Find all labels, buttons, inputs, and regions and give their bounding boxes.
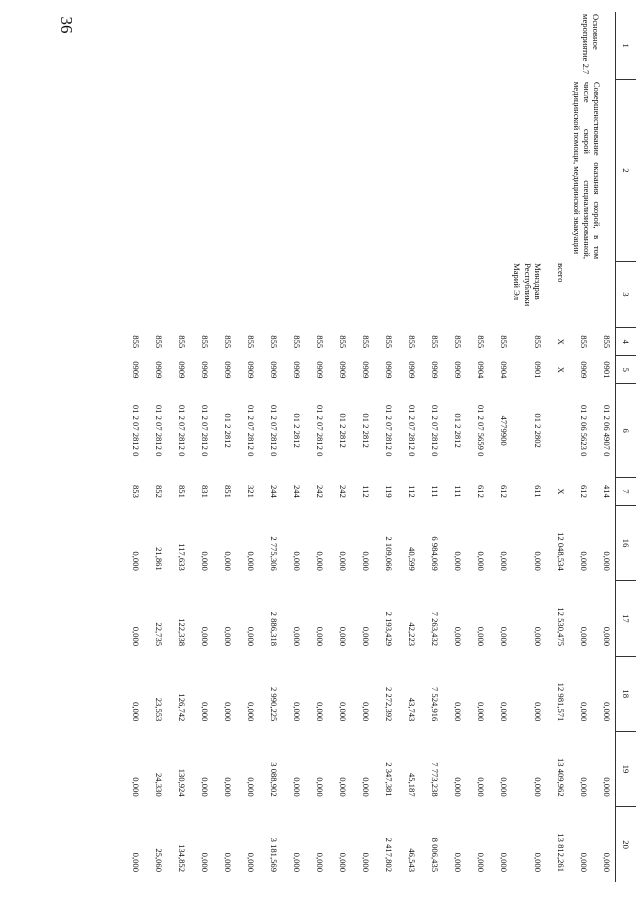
amount-cell: 0,000 xyxy=(292,777,303,797)
amount-cell: 0,000 xyxy=(499,852,510,872)
executor-cell xyxy=(259,261,282,328)
target-article-cell: 01 2 07 2812 0 xyxy=(269,404,280,457)
section-code-cell: 0909 xyxy=(338,361,349,379)
expense-type-cell: 111 xyxy=(453,485,464,498)
amount-cell: 0,000 xyxy=(579,777,589,797)
table-body xyxy=(121,12,615,882)
expense-type-cell: 611 xyxy=(533,485,543,498)
section-code-cell: 0909 xyxy=(430,361,441,379)
target-article-cell: 01 2 2812 xyxy=(338,413,349,448)
column-number-header: 4 xyxy=(616,328,637,356)
executor-cell xyxy=(305,261,328,328)
target-article-cell: 01 2 06 4907 0 xyxy=(602,404,612,457)
amount-cell: 7 263,432 xyxy=(430,611,441,647)
amount-cell: 2 990,225 xyxy=(269,686,280,722)
target-article-cell: 01 2 06 5623 0 xyxy=(579,404,589,457)
section-code-cell: 0909 xyxy=(407,361,418,379)
amount-cell: 0,000 xyxy=(131,551,142,571)
column-number-header: 3 xyxy=(616,261,637,328)
amount-cell: 0,000 xyxy=(131,702,142,722)
section-code-cell: 0909 xyxy=(131,361,142,379)
executor-ministry-cell: Минздрав Республики Марий Эл xyxy=(512,263,543,307)
amount-cell: 0,000 xyxy=(453,551,464,571)
amount-cell: 45,187 xyxy=(407,773,418,797)
section-code-cell: Х xyxy=(556,366,566,373)
section-code-cell: 0909 xyxy=(292,361,303,379)
amount-cell: 0,000 xyxy=(292,702,303,722)
amount-cell: 2 193,429 xyxy=(384,611,395,647)
amount-cell: 117,633 xyxy=(177,543,188,571)
amount-cell: 0,000 xyxy=(131,777,142,797)
amount-cell: 0,000 xyxy=(246,551,257,571)
amount-cell: 0,000 xyxy=(476,626,487,647)
section-code-cell: 0909 xyxy=(223,361,234,379)
amount-cell: 0,000 xyxy=(533,551,543,571)
amount-cell: 12 530,475 xyxy=(556,607,566,647)
amount-cell: 0,000 xyxy=(453,852,464,872)
section-code-cell: 0909 xyxy=(154,361,165,379)
amount-cell: 0,000 xyxy=(579,852,589,872)
amount-cell: 0,000 xyxy=(453,626,464,647)
target-article-cell: 01 2 07 2812 0 xyxy=(131,404,142,457)
column-number-header: 6 xyxy=(616,384,637,478)
grbs-code-cell: 855 xyxy=(338,335,349,349)
section-code-cell: 0909 xyxy=(177,361,188,379)
executor-cell xyxy=(213,261,236,328)
amount-cell: 0,000 xyxy=(315,551,326,571)
section-code-cell: 0909 xyxy=(453,361,464,379)
expense-type-cell: 612 xyxy=(476,484,487,498)
amount-cell: 0,000 xyxy=(361,551,372,571)
budget-table xyxy=(121,12,636,882)
executor-cell xyxy=(236,261,259,328)
grbs-code-cell: 855 xyxy=(384,335,395,349)
page-number: 36 xyxy=(57,16,76,34)
target-article-cell: 01 2 07 2812 0 xyxy=(315,404,326,457)
amount-cell: 0,000 xyxy=(223,626,234,647)
grbs-code-cell: 855 xyxy=(430,335,441,349)
grbs-code-cell: 855 xyxy=(361,335,372,349)
amount-cell: 0,000 xyxy=(338,702,349,722)
amount-cell: 0,000 xyxy=(246,626,257,647)
amount-cell: 0,000 xyxy=(200,702,211,722)
amount-cell: 3 088,902 xyxy=(269,762,280,797)
grbs-code-cell: 855 xyxy=(499,335,510,349)
table-row xyxy=(592,12,616,882)
amount-cell: 42,223 xyxy=(407,622,418,647)
section-code-cell: 0901 xyxy=(533,361,543,379)
target-article-cell: 01 2 07 2812 0 xyxy=(154,404,165,457)
amount-cell: 2 775,306 xyxy=(269,536,280,571)
amount-cell: 0,000 xyxy=(315,702,326,722)
amount-cell: 7 524,916 xyxy=(430,686,441,722)
amount-cell: 13 812,261 xyxy=(556,833,566,872)
expense-type-cell: 831 xyxy=(200,484,211,498)
executor-cell xyxy=(328,261,351,328)
amount-cell: 0,000 xyxy=(223,702,234,722)
executor-cell xyxy=(144,261,167,328)
amount-cell: 43,743 xyxy=(407,697,418,722)
grbs-code-cell: 855 xyxy=(292,335,303,349)
amount-cell: 0,000 xyxy=(292,626,303,647)
section-code-cell: 0909 xyxy=(269,361,280,379)
executor-cell xyxy=(121,261,144,328)
expense-type-cell: 119 xyxy=(384,485,395,498)
grbs-code-cell: 855 xyxy=(200,335,211,349)
grbs-code-cell: 855 xyxy=(223,335,234,349)
amount-cell: 46,543 xyxy=(407,848,418,872)
section-code-cell: 0909 xyxy=(579,361,589,379)
amount-cell: 0,000 xyxy=(315,852,326,872)
grbs-code-cell: 855 xyxy=(315,335,326,349)
column-number-header: 1 xyxy=(616,12,637,80)
amount-cell: 40,599 xyxy=(407,547,418,571)
expense-type-cell: 414 xyxy=(602,484,612,498)
amount-cell: 0,000 xyxy=(246,852,257,872)
target-article-cell: 01 2 07 2812 0 xyxy=(407,404,418,457)
amount-cell: 0,000 xyxy=(246,702,257,722)
amount-cell: 6 984,069 xyxy=(430,536,441,571)
executor-cell xyxy=(190,261,213,328)
amount-cell: 0,000 xyxy=(338,551,349,571)
amount-cell: 0,000 xyxy=(533,702,543,722)
amount-cell: 130,924 xyxy=(177,768,188,797)
amount-cell: 0,000 xyxy=(476,852,487,872)
expense-type-cell: 851 xyxy=(177,484,188,498)
column-number-header: 19 xyxy=(616,731,637,806)
amount-cell: 0,000 xyxy=(200,626,211,647)
amount-cell: 2 347,381 xyxy=(384,762,395,797)
target-article-cell: 01 2 2802 xyxy=(533,413,543,448)
amount-cell: 0,000 xyxy=(602,777,612,797)
executor-cell xyxy=(466,261,489,328)
amount-cell: 0,000 xyxy=(579,626,589,647)
column-number-header: 7 xyxy=(616,477,637,505)
amount-cell: 0,000 xyxy=(131,852,142,872)
executor-cell xyxy=(569,261,592,328)
amount-cell: 2 109,066 xyxy=(384,536,395,571)
budget-table-sheet xyxy=(100,12,636,882)
expense-type-cell: 242 xyxy=(315,484,326,498)
amount-cell: 122,338 xyxy=(177,618,188,647)
expense-type-cell: 321 xyxy=(246,484,257,498)
grbs-code-cell: 855 xyxy=(177,335,188,349)
amount-cell: 0,000 xyxy=(338,777,349,797)
amount-cell: 0,000 xyxy=(361,626,372,647)
amount-cell: 7 773,238 xyxy=(430,762,441,797)
amount-cell: 0,000 xyxy=(579,551,589,571)
expense-type-cell: 244 xyxy=(292,484,303,498)
amount-cell: 0,000 xyxy=(476,777,487,797)
amount-cell: 25,060 xyxy=(154,848,165,872)
amount-cell: 2 886,318 xyxy=(269,611,280,647)
amount-cell: 0,000 xyxy=(533,777,543,797)
grbs-code-cell: Х xyxy=(556,338,566,345)
target-article-cell xyxy=(546,384,569,478)
amount-cell: 0,000 xyxy=(533,626,543,647)
target-article-cell: 01 2 07 5659 0 xyxy=(476,404,487,457)
amount-cell: 2 417,802 xyxy=(384,837,395,872)
amount-cell: 0,000 xyxy=(476,551,487,571)
expense-type-cell: 244 xyxy=(269,484,280,498)
grbs-code-cell: 855 xyxy=(131,335,142,349)
amount-cell: 0,000 xyxy=(499,626,510,647)
target-article-cell: 01 2 07 2812 0 xyxy=(177,404,188,457)
column-number-header: 17 xyxy=(616,581,637,656)
executor-cell xyxy=(592,261,616,328)
target-article-cell: 01 2 07 2812 0 xyxy=(200,404,211,457)
section-code-cell: 0901 xyxy=(602,361,612,379)
section-code-cell: 0904 xyxy=(476,361,487,379)
amount-cell: 0,000 xyxy=(315,626,326,647)
target-article-cell: 01 2 2812 xyxy=(223,413,234,448)
section-code-cell: 0909 xyxy=(361,361,372,379)
amount-cell: 0,000 xyxy=(131,626,142,647)
expense-type-cell: 851 xyxy=(223,484,234,498)
amount-cell: 0,000 xyxy=(499,777,510,797)
executor-cell xyxy=(351,261,374,328)
measure-description-cell: Совершенствование оказания скорой, в том числе скорой специализированной, медицинской помощи, медицинской эвакуации xyxy=(572,81,602,260)
target-article-cell: 01 2 2812 xyxy=(292,413,303,448)
executor-cell xyxy=(397,261,420,328)
grbs-code-cell: 855 xyxy=(269,335,280,349)
amount-cell: 22,735 xyxy=(154,622,165,647)
amount-cell: 0,000 xyxy=(338,852,349,872)
amount-cell: 0,000 xyxy=(453,777,464,797)
executor-total-cell: всего xyxy=(556,263,566,283)
expense-type-cell: 612 xyxy=(499,484,510,498)
section-code-cell: 0909 xyxy=(384,361,395,379)
amount-cell: 0,000 xyxy=(200,777,211,797)
executor-cell xyxy=(489,261,512,328)
target-article-cell: 01 2 07 2812 0 xyxy=(246,404,257,457)
amount-cell: 8 006,435 xyxy=(430,837,441,872)
amount-cell: 0,000 xyxy=(361,852,372,872)
amount-cell: 0,000 xyxy=(315,777,326,797)
amount-cell: 0,000 xyxy=(200,551,211,571)
measure-name-cell: Основное мероприятие 2.7 xyxy=(580,14,601,75)
amount-cell: 0,000 xyxy=(602,551,612,571)
amount-cell: 12 048,534 xyxy=(556,532,566,571)
section-code-cell: 0909 xyxy=(200,361,211,379)
expense-type-cell: 852 xyxy=(154,484,165,498)
amount-cell: 2 272,392 xyxy=(384,686,395,722)
expense-type-cell: 112 xyxy=(361,485,372,498)
amount-cell: 0,000 xyxy=(602,852,612,872)
expense-type-cell: Х xyxy=(556,488,566,495)
grbs-code-cell: 855 xyxy=(407,335,418,349)
amount-cell: 0,000 xyxy=(476,702,487,722)
column-number-header: 2 xyxy=(616,80,637,261)
column-number-header: 20 xyxy=(616,807,637,882)
grbs-code-cell: 855 xyxy=(154,335,165,349)
target-article-cell: 01 2 2812 xyxy=(361,413,372,448)
amount-cell: 0,000 xyxy=(200,852,211,872)
amount-cell: 3 181,569 xyxy=(269,837,280,872)
column-number-header: 5 xyxy=(616,356,637,384)
grbs-code-cell: 855 xyxy=(453,335,464,349)
amount-cell: 13 409,962 xyxy=(556,757,566,797)
amount-cell: 21,861 xyxy=(154,547,165,571)
amount-cell: 126,742 xyxy=(177,693,188,722)
expense-type-cell: 242 xyxy=(338,484,349,498)
amount-cell: 12 981,571 xyxy=(556,682,566,722)
executor-cell xyxy=(282,261,305,328)
amount-cell: 0,000 xyxy=(338,626,349,647)
amount-cell: 0,000 xyxy=(579,702,589,722)
grbs-code-cell: 855 xyxy=(602,335,612,349)
expense-type-cell: 612 xyxy=(579,484,589,498)
target-article-cell: 01 2 07 2812 0 xyxy=(384,404,395,457)
target-article-cell: 01 2 2812 xyxy=(453,413,464,448)
expense-type-cell: 112 xyxy=(407,485,418,498)
amount-cell: 134,852 xyxy=(177,844,188,872)
section-code-cell: 0909 xyxy=(315,361,326,379)
amount-cell: 0,000 xyxy=(453,702,464,722)
amount-cell: 0,000 xyxy=(361,777,372,797)
amount-cell: 0,000 xyxy=(292,852,303,872)
target-article-cell: 4779900 xyxy=(499,415,510,446)
amount-cell: 23,553 xyxy=(154,697,165,722)
grbs-code-cell: 855 xyxy=(533,335,543,349)
amount-cell: 0,000 xyxy=(499,551,510,571)
target-article-cell: 01 2 07 2812 0 xyxy=(430,404,441,457)
grbs-code-cell: 855 xyxy=(579,335,589,349)
amount-cell: 0,000 xyxy=(361,702,372,722)
executor-cell xyxy=(167,261,190,328)
amount-cell: 0,000 xyxy=(602,702,612,722)
amount-cell: 0,000 xyxy=(499,702,510,722)
executor-cell xyxy=(374,261,397,328)
section-code-cell: 0909 xyxy=(246,361,257,379)
column-number-header: 16 xyxy=(616,505,637,580)
executor-cell xyxy=(420,261,443,328)
amount-cell: 0,000 xyxy=(533,852,543,872)
amount-cell: 0,000 xyxy=(602,626,612,647)
column-header-row xyxy=(616,12,637,882)
amount-cell: 0,000 xyxy=(223,551,234,571)
expense-type-cell: 853 xyxy=(131,484,142,498)
amount-cell: 0,000 xyxy=(223,777,234,797)
section-code-cell: 0904 xyxy=(499,361,510,379)
expense-type-cell: 111 xyxy=(430,485,441,498)
grbs-code-cell: 855 xyxy=(246,335,257,349)
executor-cell xyxy=(443,261,466,328)
amount-cell: 0,000 xyxy=(292,551,303,571)
amount-cell: 0,000 xyxy=(223,852,234,872)
amount-cell: 0,000 xyxy=(246,777,257,797)
grbs-code-cell: 855 xyxy=(476,335,487,349)
amount-cell: 24,330 xyxy=(154,773,165,797)
column-number-header: 18 xyxy=(616,656,637,731)
